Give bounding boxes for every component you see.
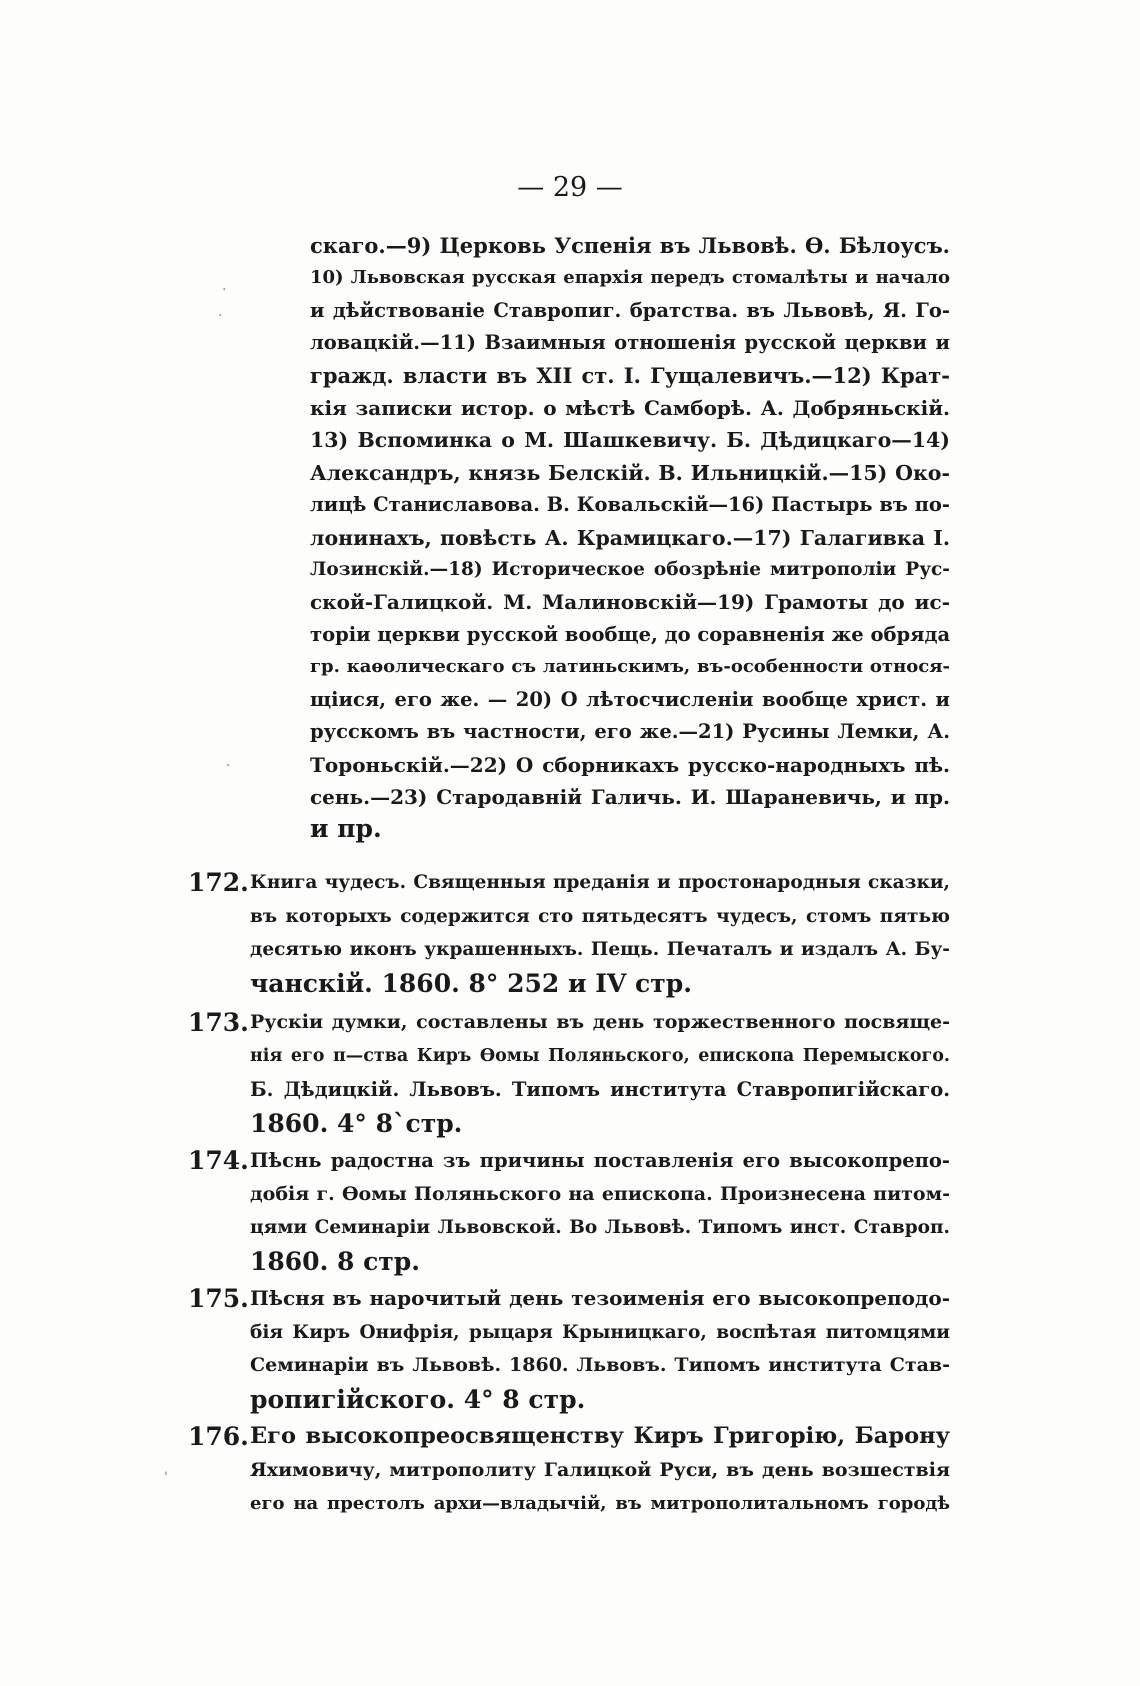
text-line: ропигійского. 4° 8 стр.: [250, 1384, 586, 1414]
entry-text: [250, 1282, 950, 1416]
margin-speck: ·: [218, 308, 223, 324]
text-line: ской-Галицкой. М. Малиновскій—19) Грамоты до ис-: [310, 590, 950, 615]
text-line: Семинаріи въ Львовѣ. 1860. Львовъ. Типомъ института Став-: [250, 1354, 950, 1376]
text-line: скаго.—9) Церковь Успенія въ Львовѣ. Ѳ. Бѣлоусъ.: [310, 233, 950, 258]
text-line: нія его п—ства Киръ Ѳомы Поляньского, епископа Перемыского.: [250, 1045, 950, 1066]
bibliography-entry-173: [188, 1006, 950, 1140]
text-line: десятью иконъ украшенныхъ. Пещь. Печаталъ и издалъ А. Бу-: [250, 939, 950, 960]
bibliography-entry-174: [188, 1144, 950, 1278]
text-line: Тороньскій.—22) О сборникахъ русско-народныхъ пѣ.: [310, 752, 950, 777]
text-line: цями Семинаріи Львовской. Во Львовѣ. Типомъ инст. Ставроп.: [250, 1217, 950, 1238]
text-line: Его высокопреосвященству Киръ Григорію, Барону: [250, 1423, 950, 1449]
entry-text: [250, 866, 950, 1000]
entry-number: 173.: [188, 1008, 249, 1037]
page-number: — 29 —: [517, 172, 623, 203]
text-line: Пѣсня въ нарочитый день тезоименія его высокопреподо-: [250, 1286, 950, 1310]
bibliography-entry-172: [188, 866, 950, 1000]
entry-text: [250, 1144, 950, 1278]
text-line: 1860. 8 стр.: [250, 1246, 420, 1276]
text-line: 13) Вспоминка о М. Шашкевичу. Б. Дѣдицкаго—14): [310, 428, 950, 453]
text-line: Книга чудесъ. Священныя преданія и простонародныя сказки,: [250, 872, 950, 893]
text-line: сень.—23) Стародавній Галичь. И. Шараневичь, и пр.: [310, 784, 950, 809]
text-line: въ которыхъ содержится сто пятьдесятъ чудесъ, стомъ пятью: [250, 905, 950, 927]
text-line: торіи церкви русской вообще, до соравненія же обряда: [310, 622, 951, 646]
continuation-paragraph: [310, 230, 950, 846]
bibliography-entry-175: [188, 1282, 950, 1416]
text-line: добія г. Ѳомы Поляньского на епископа. Произнесена питом-: [250, 1182, 950, 1205]
bibliography-entry-176: [188, 1420, 950, 1521]
entry-text: [250, 1006, 950, 1140]
text-line: его на престолъ архи—владычій, въ митрополитальномъ городѣ: [250, 1493, 950, 1514]
text-line: Александръ, князь Белскій. В. Ильницкій.—15) Око-: [310, 460, 950, 485]
text-line: кія записки истор. о мѣстѣ Самборѣ. А. Добряньскій.: [310, 396, 950, 421]
text-line: Лозинскій.—18) Историческое обозрѣніе митрополіи Рус-: [310, 559, 950, 581]
text-line: гр. каѳолическаго съ латиньскимъ, въ-особенности относя-: [310, 656, 950, 678]
text-line: лицѣ Станиславова. В. Ковальскій—16) Пастырь въ по-: [310, 493, 950, 517]
text-line: лонинахъ, повѣсть А. Крамицкаго.—17) Галагивка І.: [310, 525, 950, 550]
margin-speck: ·: [226, 758, 231, 774]
margin-speck: ': [164, 1470, 168, 1486]
text-line: бія Киръ Онифрія, рыцаря Крыницкаго, воспѣтая питомцями: [250, 1321, 950, 1343]
text-line: 1860. 4° 8`стр.: [250, 1108, 463, 1138]
text-line: Яхимовичу, митрополиту Галицкой Руси, въ день возшествія: [250, 1458, 950, 1481]
entry-number: 175.: [188, 1284, 249, 1313]
text-line: щіися, его же. — 20) О лѣтосчисленіи вообще христ. и: [310, 687, 950, 711]
text-line: и дѣйствованіе Ставропиг. братства. въ Львовѣ, Я. Го-: [310, 298, 950, 322]
text-line: Б. Дѣдицкій. Львовъ. Типомъ института Ставропигійскаго.: [250, 1078, 950, 1101]
text-line: ловацкій.—11) Взаимныя отношенія русской церкви и: [310, 331, 950, 355]
entry-number: 172.: [188, 868, 249, 897]
entry-number: 174.: [188, 1146, 249, 1175]
text-line: 10) Львовская русская епархія передъ стомалѣты и начало: [310, 267, 950, 289]
text-line: гражд. власти въ XII ст. І. Гущалевичъ.—12) Крат-: [310, 362, 950, 388]
entry-text: [250, 1420, 950, 1521]
text-line: чанскій. 1860. 8° 252 и IV стр.: [250, 968, 692, 998]
entry-number: 176.: [188, 1422, 249, 1451]
text-line: русскомъ въ частности, его же.—21) Русины Лемки, А.: [310, 720, 950, 744]
text-line: и пр.: [310, 814, 382, 844]
text-line: Пѣснь радостна зъ причины поставленія его высокопрепо-: [250, 1149, 950, 1172]
text-line: Рускіи думки, составлены въ день торжественного посвяще-: [250, 1011, 950, 1033]
margin-speck: ·: [222, 282, 227, 298]
